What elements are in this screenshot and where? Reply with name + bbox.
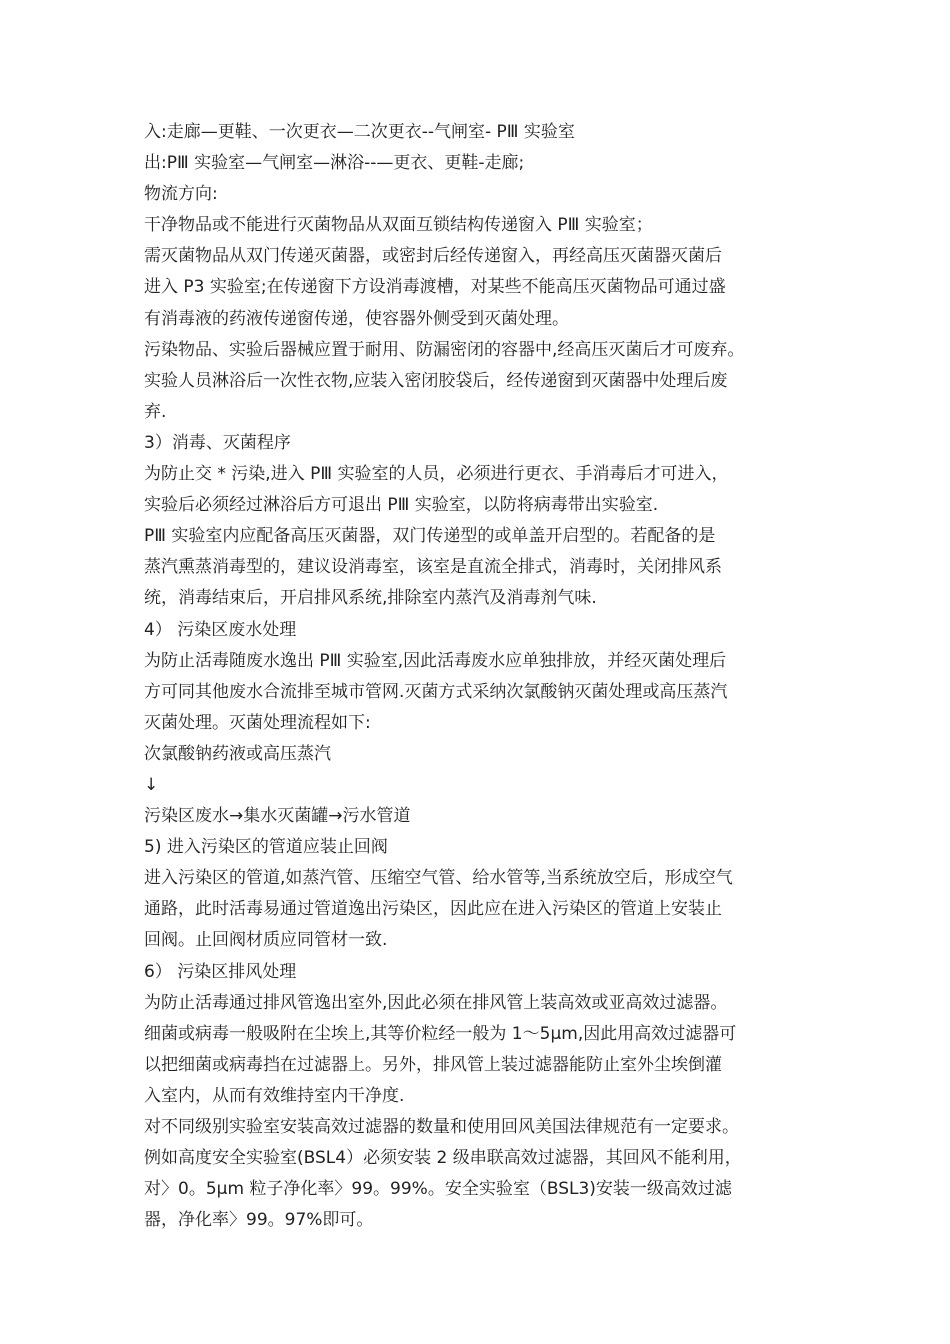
text-line: 为防止交 * 污染,进入 PⅢ 实验室的人员，必须进行更衣、手消毒后才可进入， [144, 464, 729, 485]
section-heading: 3）消毒、灭菌程序 [144, 432, 291, 453]
text-line: 灭菌处理。灭菌处理流程如下: [144, 712, 371, 733]
text-line: 入室内，从而有效维持室内干净度. [144, 1085, 405, 1106]
text-line: 为防止活毒通过排风管逸出室外,因此必须在排风管上装高效或亚高效过滤器。 [144, 992, 728, 1013]
text-line: 实验后必须经过淋浴后方可退出 PⅢ 实验室，以防将病毒带出实验室. [144, 495, 659, 516]
text-line: 弃. [144, 401, 167, 422]
text-line: 进入 P3 实验室;在传递窗下方设消毒渡槽，对某些不能高压灭菌物品可通过盛 [144, 277, 726, 298]
text-line: 为防止活毒随废水逸出 PⅢ 实验室,因此活毒废水应单独排放，并经灭菌处理后 [144, 650, 727, 671]
text-line: 回阀。止回阀材质应同管材一致. [144, 930, 388, 951]
text-line: 有消毒液的药液传递窗传递，使容器外侧受到灭菌处理。 [144, 308, 569, 329]
section-heading: 4） 污染区废水处理 [144, 619, 297, 640]
down-arrow-icon: ↓ [144, 774, 159, 795]
text-line: 蒸汽熏蒸消毒型的，建议设消毒室，该室是直流全排式，消毒时，关闭排风系 [144, 557, 722, 578]
text-line: 次氯酸钠药液或高压蒸汽 [144, 743, 331, 764]
text-line: 污染区废水→集水灭菌罐→污水管道 [144, 806, 411, 827]
text-line: 对〉0。5μm 粒子净化率〉99。99%。安全实验室（BSL3)安装一级高效过滤 [144, 1179, 732, 1200]
text-line: PⅢ 实验室内应配备高压灭菌器，双门传递型的或单盖开启型的。若配备的是 [144, 526, 716, 547]
text-line: 统，消毒结束后，开启排风系统,排除室内蒸汽及消毒剂气味. [144, 588, 597, 609]
text-line: 污染物品、实验后器械应置于耐用、防漏密闭的容器中,经高压灭菌后才可废弃。 [144, 339, 745, 360]
text-line: 器，净化率〉99。97%即可。 [144, 1210, 374, 1231]
text-line: 细菌或病毒一般吸附在尘埃上,其等价粒经一般为 1～5μm,因此用高效过滤器可 [144, 1023, 737, 1044]
document-body [144, 117, 814, 1236]
section-heading: 6） 污染区排风处理 [144, 961, 297, 982]
text-line: 干净物品或不能进行灭菌物品从双面互锁结构传递窗入 PⅢ 实验室； [144, 215, 653, 236]
text-line: 实验人员淋浴后一次性衣物,应装入密闭胶袋后，经传递窗到灭菌器中处理后废 [144, 370, 728, 391]
text-line: 对不同级别实验室安装高效过滤器的数量和使用回风美国法律规范有一定要求。 [144, 1117, 739, 1137]
section-heading: 5) 进入污染区的管道应装止回阀 [144, 837, 388, 858]
text-line: 以把细菌或病毒挡在过滤器上。另外，排风管上装过滤器能防止室外尘埃倒灌 [144, 1054, 722, 1075]
text-line: 例如高度安全实验室(BSL4）必须安装 2 级串联高效过滤器，其回风不能利用， [144, 1148, 742, 1169]
text-line: 需灭菌物品从双门传递灭菌器，或密封后经传递窗入，再经高压灭菌器灭菌后 [144, 246, 722, 267]
text-line: 通路，此时活毒易通过管道逸出污染区，因此应在进入污染区的管道上安装止 [144, 899, 722, 920]
text-line: 进入污染区的管道,如蒸汽管、压缩空气管、给水管等,当系统放空后，形成空气 [144, 868, 733, 889]
text-line: 入:走廊—更鞋、一次更衣—二次更衣--气闸室- PⅢ 实验室 [144, 122, 575, 142]
text-line: 方可同其他废水合流排至城市管网.灭菌方式采纳次氯酸钠灭菌处理或高压蒸汽 [144, 681, 728, 702]
text-line: 出:PⅢ 实验室—气闸室—淋浴--—更衣、更鞋-走廊; [144, 153, 525, 174]
text-line: 物流方向: [144, 184, 218, 205]
